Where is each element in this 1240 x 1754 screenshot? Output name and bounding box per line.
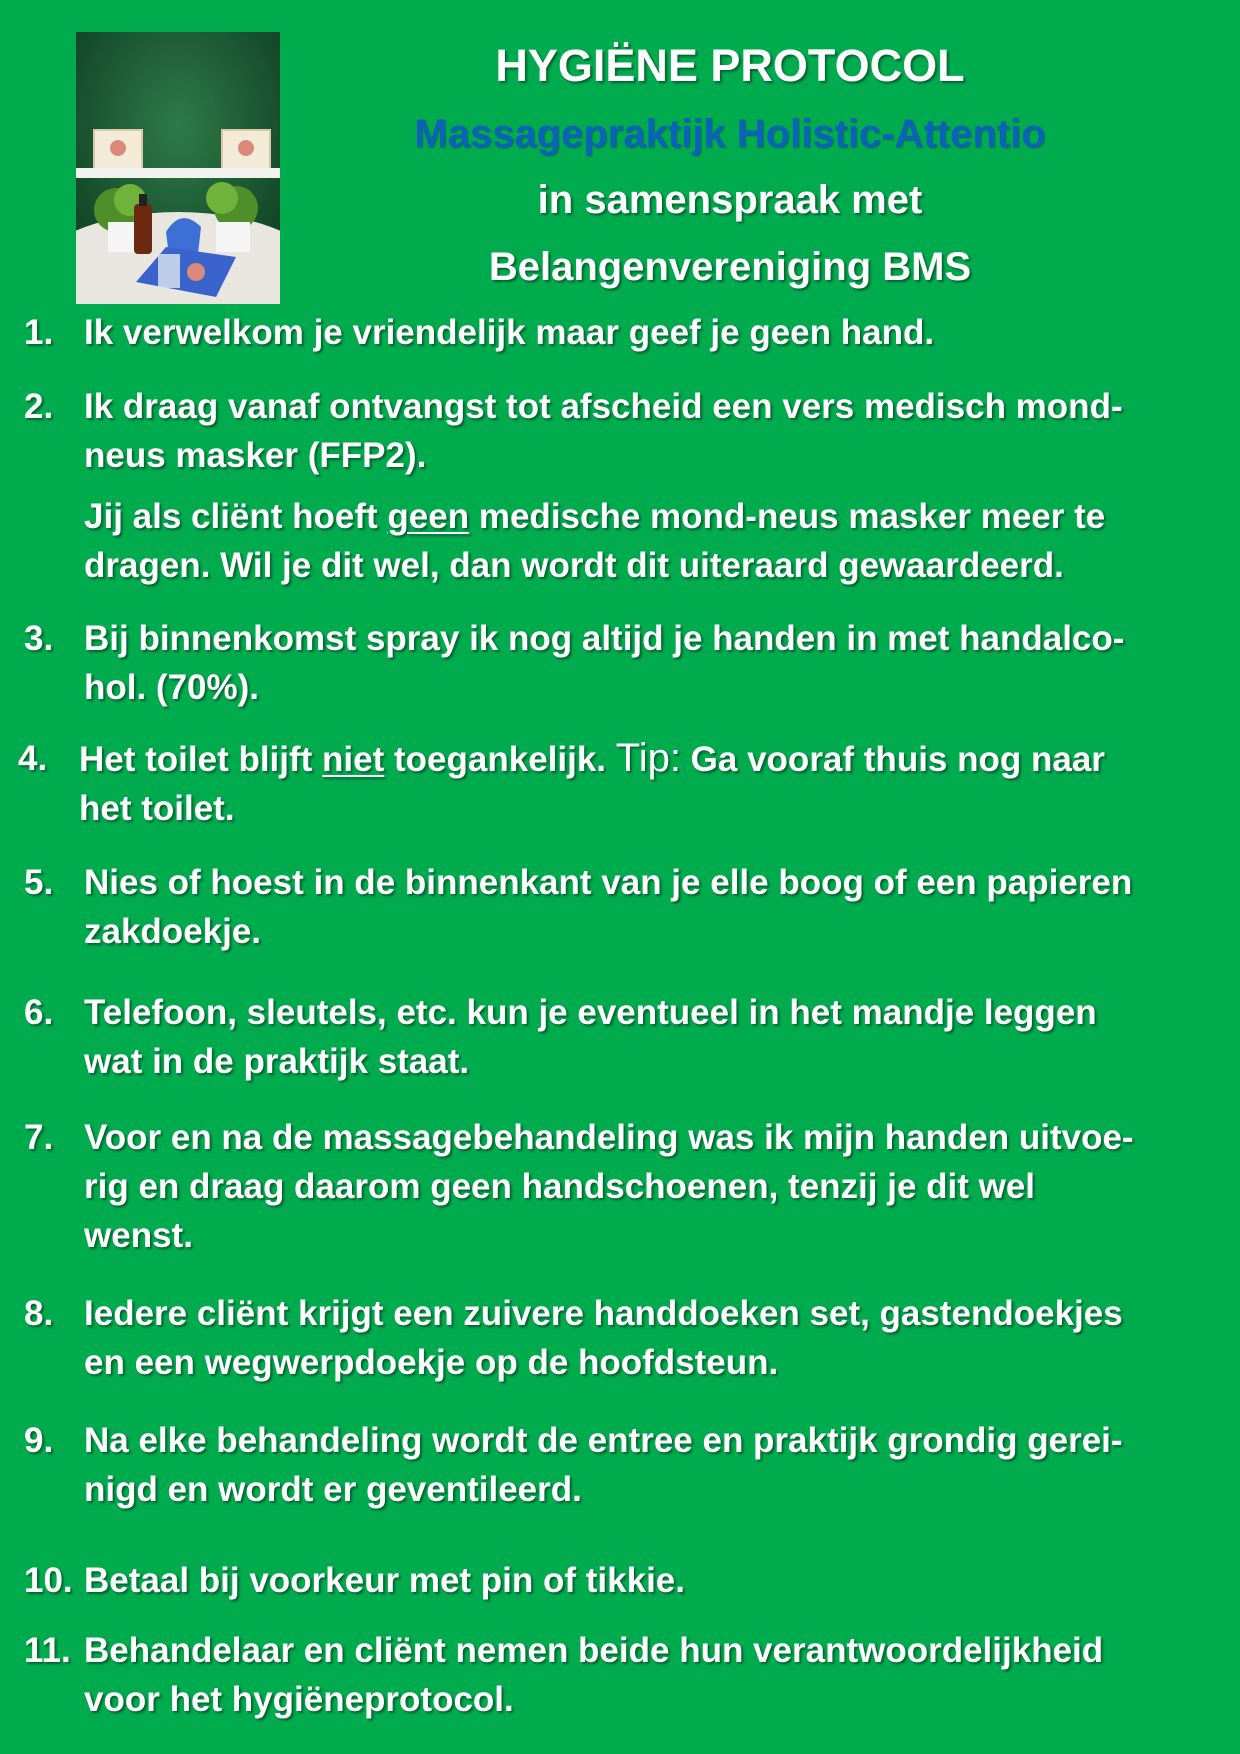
item-text: neus masker (FFP2). (84, 436, 427, 475)
emphasis-underline: niet (322, 740, 385, 779)
item-text: voor het hygiëneprotocol. (84, 1680, 514, 1719)
item-text: rig en draag daarom geen handschoenen, tenzij je dit wel (84, 1167, 1036, 1206)
item-text: Betaal bij voorkeur met pin of tikkie. (84, 1561, 685, 1600)
item-text: hol. (70%). (84, 668, 260, 707)
item-text: Telefoon, sleutels, etc. kun je eventueel in het mandje leggen (84, 993, 1097, 1032)
item-number: 8. (24, 1294, 54, 1333)
item-text: Iedere cliënt krijgt een zuivere handdoeken set, gastendoekjes (84, 1294, 1123, 1333)
tip-label: Tip: (615, 736, 681, 780)
item-number: 2. (24, 387, 54, 426)
item-number: 9. (24, 1421, 54, 1460)
item-number: 6. (24, 993, 54, 1032)
item-number: 4. (18, 739, 48, 778)
item-text: nigd en wordt er geventileerd. (84, 1470, 582, 1509)
page-title: HYGIËNE PROTOCOL (495, 40, 965, 91)
item-number: 1. (24, 313, 54, 352)
association-name: Belangenvereniging BMS (488, 245, 972, 289)
item-text: Behandelaar en cliënt nemen beide hun verantwoordelijkheid (84, 1631, 1104, 1670)
item-number: 10. (24, 1561, 73, 1600)
item-note: dragen. Wil je dit wel, dan wordt dit uiteraard gewaardeerd. (84, 546, 1064, 585)
item-text: Bij binnenkomst spray ik nog altijd je handen in met handalco- (84, 619, 1125, 658)
practice-name: Massagepraktijk Holistic-Attentio (414, 112, 1046, 156)
item-text: het toilet. (79, 789, 235, 828)
item-note: Jij als cliënt hoeft geen medische mond-neus masker meer te (84, 497, 1106, 536)
massage-room-photo (76, 32, 280, 304)
item-text: Het toilet blijft niet toegankelijk. Tip: Ga vooraf thuis nog naar (79, 736, 1105, 780)
item-text: wenst. (84, 1216, 193, 1255)
item-text: Na elke behandeling wordt de entree en praktijk grondig gerei- (84, 1421, 1123, 1460)
item-number: 5. (24, 863, 54, 902)
subtitle-line: in samenspraak met (537, 178, 923, 222)
item-text: Voor en na de massagebehandeling was ik mijn handen uitvoe- (84, 1118, 1134, 1157)
item-number: 11. (24, 1631, 71, 1670)
item-text: Nies of hoest in de binnenkant van je elle boog of een papieren (84, 863, 1133, 902)
item-text: en een wegwerpdoekje op de hoofdsteun. (84, 1343, 779, 1382)
item-number: 7. (24, 1118, 54, 1157)
emphasis-underline: geen (387, 497, 470, 536)
item-number: 3. (24, 619, 54, 658)
item-text: Ik verwelkom je vriendelijk maar geef je geen hand. (84, 313, 935, 352)
item-text: zakdoekje. (84, 912, 262, 951)
item-text: Ik draag vanaf ontvangst tot afscheid een vers medisch mond- (84, 387, 1123, 426)
item-text: wat in de praktijk staat. (84, 1042, 470, 1081)
